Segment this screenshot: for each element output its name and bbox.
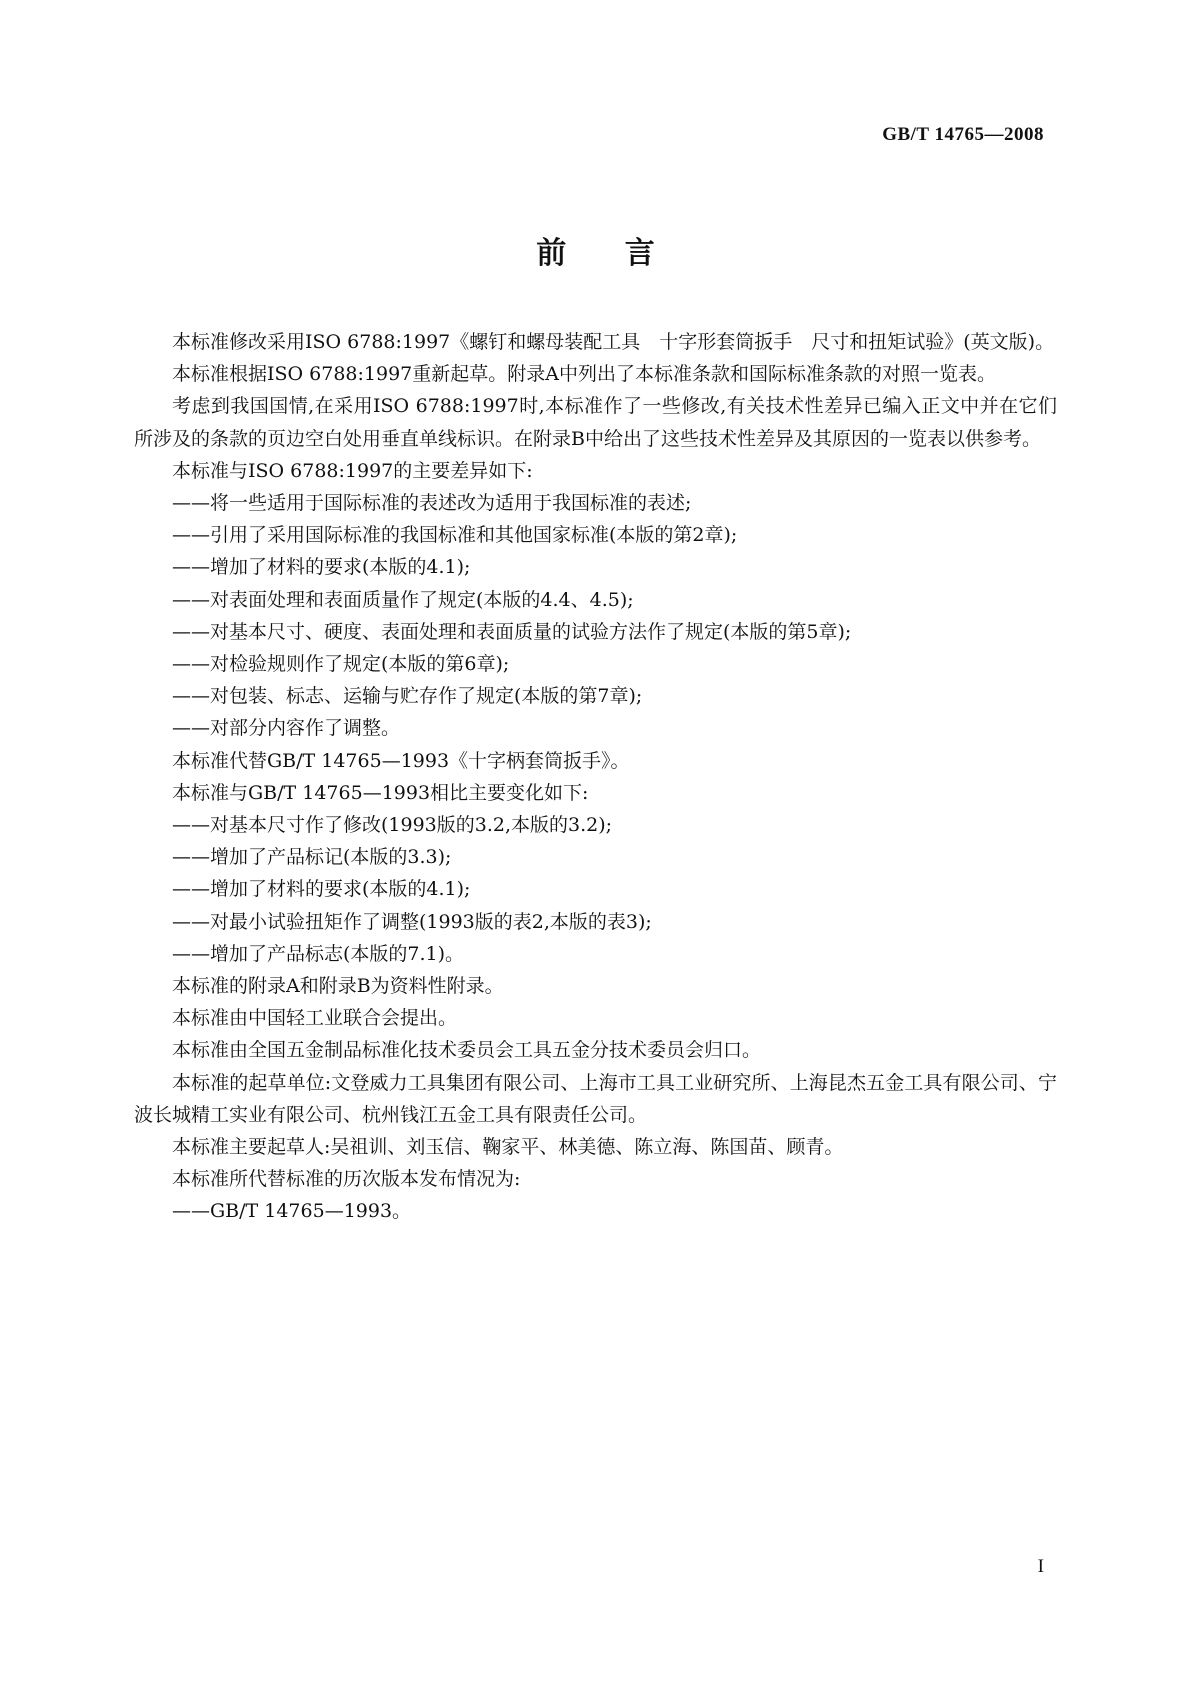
paragraph: 本标准修改采用ISO 6788:1997《螺钉和螺母装配工具 十字形套筒扳手 尺寸和扭矩试验》(英文版)。 xyxy=(172,331,1055,353)
paragraph: 本标准由中国轻工业联合会提出。 xyxy=(172,1007,458,1030)
list-item: ——将一些适用于国际标准的表述改为适用于我国标准的表述; xyxy=(172,492,692,515)
list-item: ——对基本尺寸作了修改(1993版的3.2,本版的3.2); xyxy=(172,814,613,837)
list-item: ——增加了产品标志(本版的7.1)。 xyxy=(172,942,465,965)
preface-body xyxy=(134,326,1057,1228)
list-item: ——引用了采用国际标准的我国标准和其他国家标准(本版的第2章); xyxy=(172,524,738,547)
paragraph: 本标准由全国五金制品标准化技术委员会工具五金分技术委员会归口。 xyxy=(172,1039,762,1062)
list-item: ——对基本尺寸、硬度、表面处理和表面质量的试验方法作了规定(本版的第5章); xyxy=(172,620,852,643)
paragraph: 本标准所代替标准的历次版本发布情况为: xyxy=(172,1168,521,1191)
paragraph: 本标准与GB/T 14765—1993相比主要变化如下: xyxy=(172,781,589,804)
list-item: ——对部分内容作了调整。 xyxy=(172,717,401,740)
list-item: ——对包装、标志、运输与贮存作了规定(本版的第7章); xyxy=(172,685,643,708)
paragraph: 本标准的附录A和附录B为资料性附录。 xyxy=(172,975,504,998)
list-item: ——对最小试验扭矩作了调整(1993版的表2,本版的表3); xyxy=(172,910,652,933)
page-number: I xyxy=(1037,1556,1044,1577)
paragraph: 本标准主要起草人:吴祖训、刘玉信、鞠家平、林美德、陈立海、陈国苗、顾青。 xyxy=(172,1136,844,1159)
list-item: ——增加了产品标记(本版的3.3); xyxy=(172,846,452,869)
list-item: ——GB/T 14765—1993。 xyxy=(172,1200,412,1223)
paragraph: 本标准代替GB/T 14765—1993《十字柄套筒扳手》。 xyxy=(172,749,630,772)
list-item: ——对检验规则作了规定(本版的第6章); xyxy=(172,653,510,676)
paragraph: 本标准根据ISO 6788:1997重新起草。附录A中列出了本标准条款和国际标准条款的对照一览表。 xyxy=(172,363,996,386)
list-item: ——增加了材料的要求(本版的4.1); xyxy=(172,878,471,901)
paragraph: 本标准与ISO 6788:1997的主要差异如下: xyxy=(172,459,533,482)
page-title: 前 言 xyxy=(536,236,655,271)
paragraph: 考虑到我国国情,在采用ISO 6788:1997时,本标准作了一些修改,有关技术性差异已编入正文中并在它们所涉及的条款的页边空白处用垂直单线标识。在附录B中给出了这些技术性差异及其原因的一览表以供参考。 xyxy=(134,395,1057,450)
standard-number: GB/T 14765—2008 xyxy=(882,124,1044,145)
list-item: ——增加了材料的要求(本版的4.1); xyxy=(172,556,471,579)
paragraph: 本标准的起草单位:文登威力工具集团有限公司、上海市工具工业研究所、上海昆杰五金工具有限公司、宁波长城精工实业有限公司、杭州钱江五金工具有限责任公司。 xyxy=(134,1071,1057,1126)
list-item: ——对表面处理和表面质量作了规定(本版的4.4、4.5); xyxy=(172,588,634,611)
